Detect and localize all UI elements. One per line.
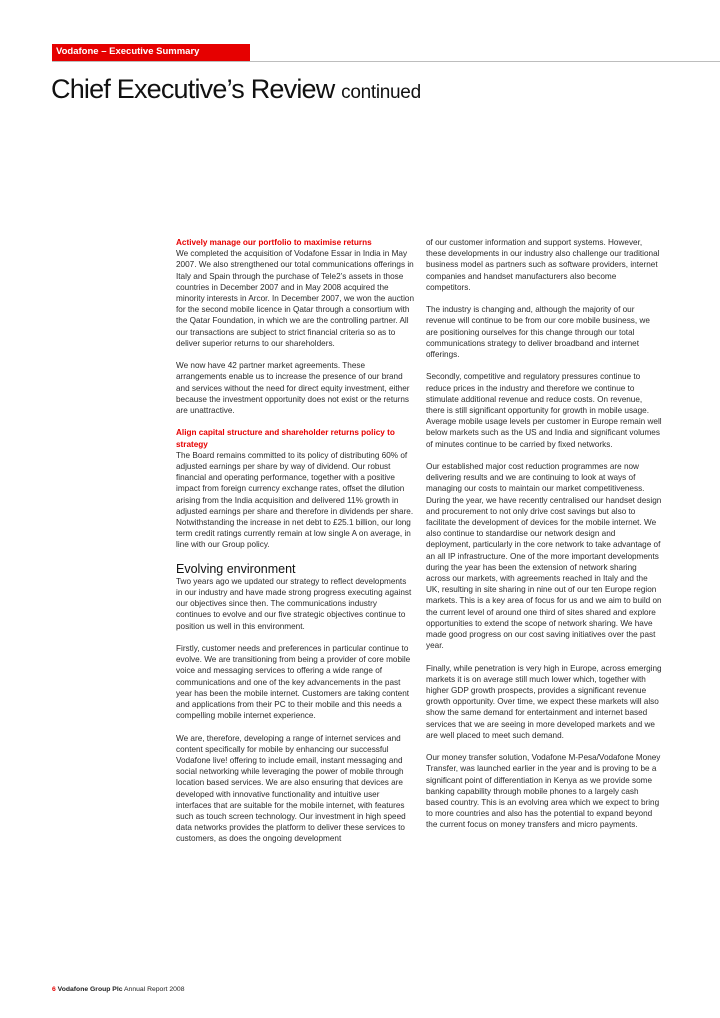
page-number: 6 [52,986,56,993]
paragraph: Firstly, customer needs and preferences in particular continue to evolve. We are transitioning from being a provider of core mobile voice and messaging services to offering a wide range of communications and one of the key advancements in the past year has been the mobile internet. Customers are taking content and applications from their PC to their mobile and this needs a compelling mobile internet experience. [176,644,411,721]
paragraph: Our money transfer solution, Vodafone M-Pesa/Vodafone Money Transfer, was launched earlier in the year and is proving to be a significant point of differentiation in Kenya as we provide some banking capability through mobile phones to a largely cash based country. This is an evolving area which we expect to bring to more countries and also has the potential to expand beyond the current focus on money transfers and micro payments. [426,753,661,830]
paragraph: We are, therefore, developing a range of internet services and content specifically for mobile by enhancing our successful Vodafone live! offering to include email, instant messaging and social networking while leveraging the power of mobile through location based services. We are also ensuring that devices are developed with innovative functionality and intuitive user interfaces that are suitable for the mobile internet, with features such as touch screen technology. Our investment in high speed data networks provides the platform to deliver these services to customers, as does the ongoing development [176,733,406,844]
paragraph: Secondly, competitive and regulatory pressures continue to reduce prices in the industry and therefore we continue to stimulate additional revenue and reduce costs. On revenue, there is still significant opportunity for growth in mobile usage. Average mobile usage levels per customer in Europe remain well below markets such as the US and India and significant volumes of minutes continue to be carried by fixed networks. [426,372,662,449]
paragraph: The Board remains committed to its policy of distributing 60% of adjusted earnings per share by way of dividend. Our robust financial and operating performance, together with a positive impact from foreign currency exchange rates, offset the dilution arising from the India acquisition and delivered 11% growth in adjusted earnings per share and therefore in dividends per share. Notwithstanding the increase in net debt to £25.1 billion, our long term credit ratings currently remain at low single A on average, in line with our Group policy. [176,450,414,550]
subheading-evolving-environment: Evolving environment [176,561,296,576]
page-footer [52,986,184,993]
left-column [176,237,414,856]
paragraph: Two years ago we updated our strategy to reflect developments in our industry and have made strong progress executing against our objectives since then. The communications industry continues to evolve and our five strategic objectives continue to position us well in this environment. [176,576,412,631]
paragraph: We now have 42 partner market agreements. These arrangements enable us to increase the presence of our brand and services without the need for direct equity investment, either because the investment opportunity does not exist or the returns are unattractive. [176,361,410,416]
heading-portfolio: Actively manage our portfolio to maximise returns [176,238,372,247]
footer-company: Vodafone Group Plc [57,986,123,993]
footer-report: Annual Report 2008 [124,986,185,993]
paragraph: Our established major cost reduction programmes are now delivering results and we are continuing to look at ways of managing our costs to maintain our market competitiveness. During the year, we have recently centralised our handset design and procurement to not only drive cost savings but also to facilitate the development of devices for the mobile internet. We also continue to standardise our network design and deployment, particularly in the core network to take advantage of an all IP infrastructure. One of the more important developments during the year has been the extension of network sharing across our markets, with agreements reached in Italy and the UK, resulting in site sharing in nine out of our ten Europe region markets. This is a key area of focus for us and we aim to build on the current level of around one third of sites shared and explore opportunities to extend the scope of network sharing. We have made good progress on our cost saving initiatives over the past year. [426,462,662,651]
header-rule [52,61,720,62]
paragraph: We completed the acquisition of Vodafone Essar in India in May 2007. We also strengthened our total communications offerings in Italy and Spain through the purchase of Tele2’s assets in those countries in December 2007 and in May 2008 acquired the minority interests in Arcor. In December 2007, we won the auction for the second mobile licence in Qatar through a consortium with the Qatar Foundation, in which we are the controlling partner. All our transactions are subject to strict financial criteria so as to deliver superior returns to our shareholders. [176,249,415,348]
section-tab [52,44,250,62]
heading-capital-structure: Align capital structure and shareholder returns policy to strategy [176,428,395,449]
page-title [51,74,421,105]
section-label: Vodafone – Executive Summary [56,46,200,57]
page-title-main: Chief Executive’s Review [51,74,335,104]
paragraph: The industry is changing and, although the majority of our revenue will continue to be from our core mobile business, we are positioning ourselves for this change through our total communications strategy to deliver broadband and internet offerings. [426,305,650,360]
page-title-suffix: continued [341,82,421,103]
paragraph: of our customer information and support systems. However, these developments in our industry also challenge our traditional business model as partners such as software providers, internet companies and handset manufacturers also become competitors. [426,238,660,292]
paragraph: Finally, while penetration is very high in Europe, across emerging markets it is on average still much lower which, together with higher GDP growth prospects, provides a significant revenue growth opportunity. Over time, we expect these markets will also show the same demand for entertainment and internet based services that we are seeing in more developed markets and we are well placed to meet such demand. [426,663,662,740]
right-column [426,237,662,842]
